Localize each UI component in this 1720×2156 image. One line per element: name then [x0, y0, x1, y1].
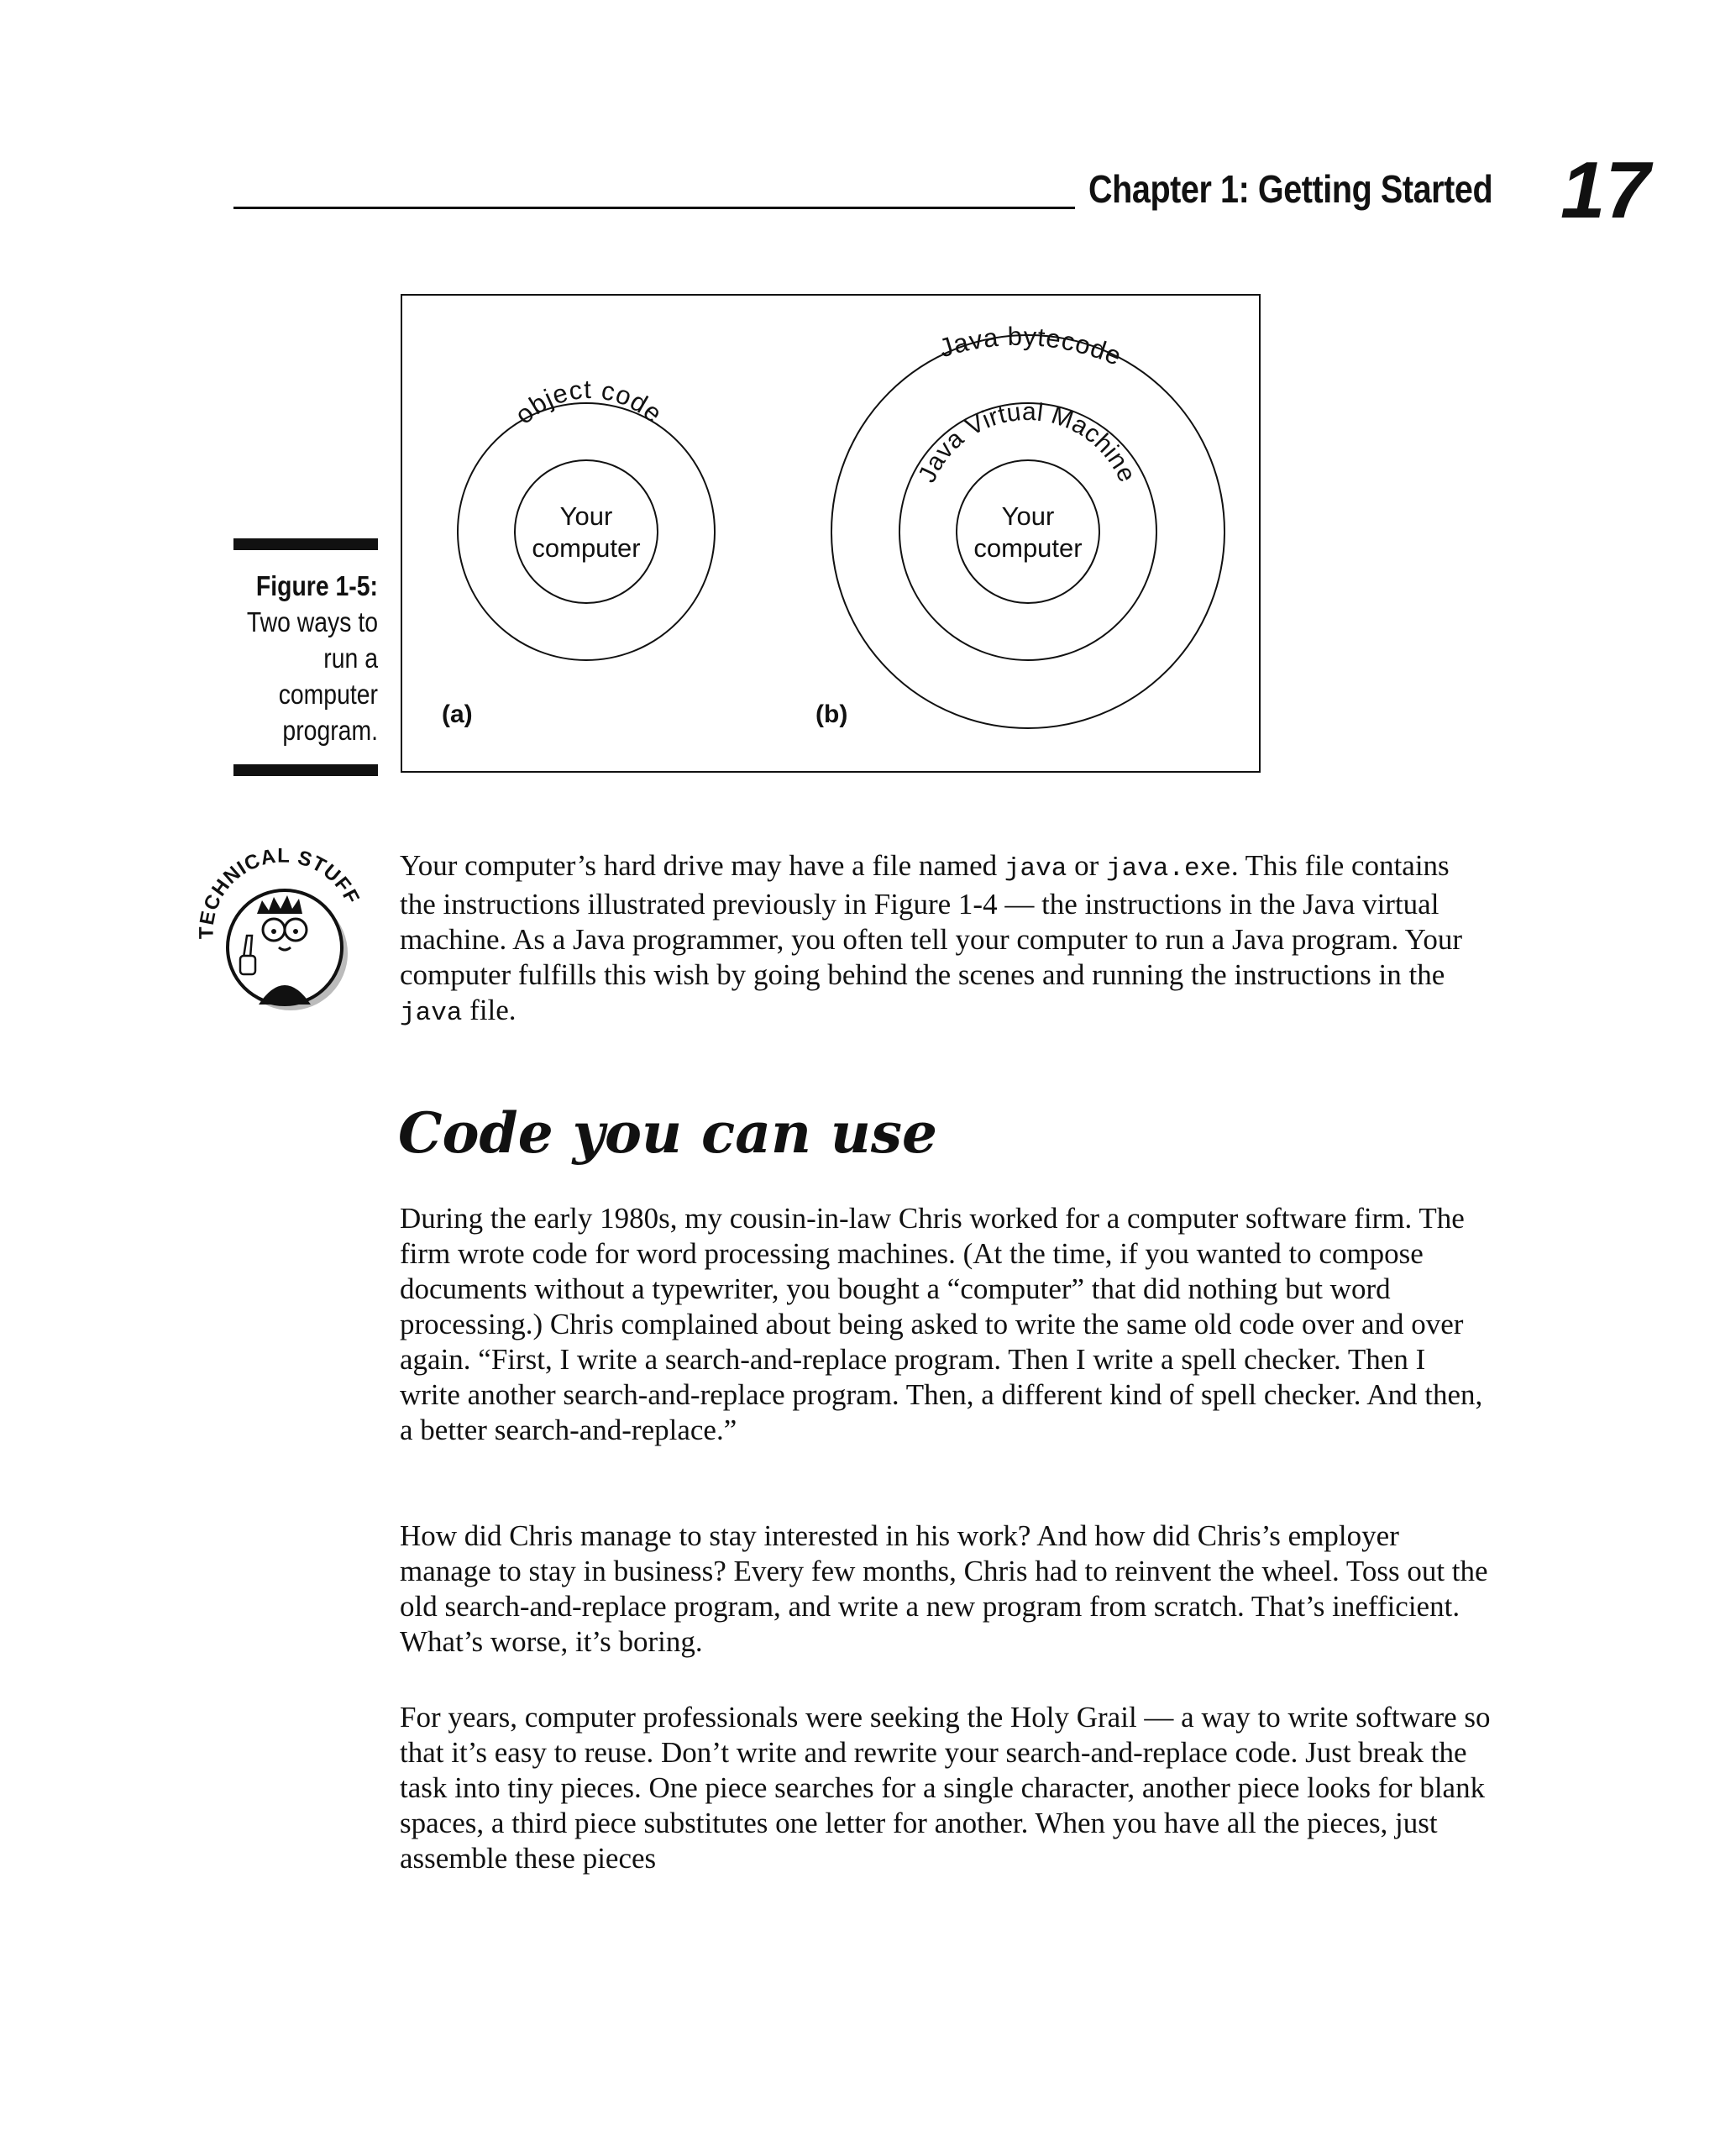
caption-bottom-bar [233, 764, 378, 776]
your-computer-core-b [957, 460, 1099, 603]
caption-top-bar [233, 538, 378, 550]
page-number: 17 [1560, 145, 1650, 235]
icon-label: TECHNICAL STUFF [195, 848, 364, 940]
figure-diagram [401, 294, 1261, 773]
body-paragraph-2: How did Chris manage to stay interested in his work? And how did Chris’s employer manage to stay in business? Every few months, Chris had to reinvent the wheel. Toss out the old search-and-replace program, and write a new program from scratch. That’s inefficient. What’s worse, it’s boring. [400, 1519, 1488, 1658]
code-java-exe: java.exe [1105, 854, 1231, 884]
java-bytecode-ring [831, 335, 1224, 728]
your-computer-core-a [515, 460, 658, 603]
center-text-b-line2: computer [973, 533, 1083, 563]
java-bytecode-label: Java bytecode [936, 321, 1127, 372]
technical-stuff-icon [191, 848, 368, 1016]
body-paragraph-3: For years, computer professionals were seeking the Holy Grail — a way to write software so that it’s easy to reuse. Don’t write and rewrite your search-and-replace code. Just break the task into tiny pieces. One piece searches for a single character, another piece looks for blank spaces, a third piece substitutes one letter for another. When you have all the pieces, just assemble these pieces [400, 1701, 1491, 1875]
code-java: java [1004, 854, 1067, 884]
header-rule [233, 207, 1075, 209]
object-code-ring [458, 403, 715, 660]
center-text-a-line1: Your [559, 501, 613, 531]
object-code-label: object code [509, 374, 669, 430]
body-paragraph-1: During the early 1980s, my cousin-in-law Chris worked for a computer software firm. The firm wrote code for word processing machines. (At the time, if you wanted to compose documents without a typewriter, you bought a “computer” that did nothing but word processing.) Chris complained about being asked to write the same old code over and over again. “First, I write a search-and-replace program. Then I write a spell checker. Then I write another search-and-replace program. Then, a different kind of spell checker. And then, a better search-and-replace.” [400, 1202, 1483, 1446]
center-text-a-line2: computer [532, 533, 641, 563]
section-heading: Code you can use [398, 1100, 938, 1166]
center-text-b-line1: Your [1001, 501, 1055, 531]
chapter-title: Chapter 1: Getting Started [1088, 167, 1493, 211]
panel-b [815, 322, 1224, 728]
jvm-label: Java Virtual Machine [913, 397, 1141, 487]
technical-paragraph: Your computer’s hard drive may have a file named java or java.exe. This file contains the instructions illustrated previously in Figure 1-4 — the instructions in the Java virtual machine. As a Java programmer, you often tell your computer to run a Java program. Your computer fulfills this wish by going behind the scenes and running the instructions in the java file. [400, 849, 1463, 1028]
panel-b-tag: (b) [815, 700, 848, 728]
panel-a [442, 375, 715, 728]
code-java-file: java [400, 999, 463, 1028]
panel-a-tag: (a) [442, 700, 473, 728]
figure-caption [233, 568, 378, 748]
figure-description: Two ways to run a computer program. [246, 606, 378, 746]
figure-label: Figure 1-5: [255, 570, 378, 601]
